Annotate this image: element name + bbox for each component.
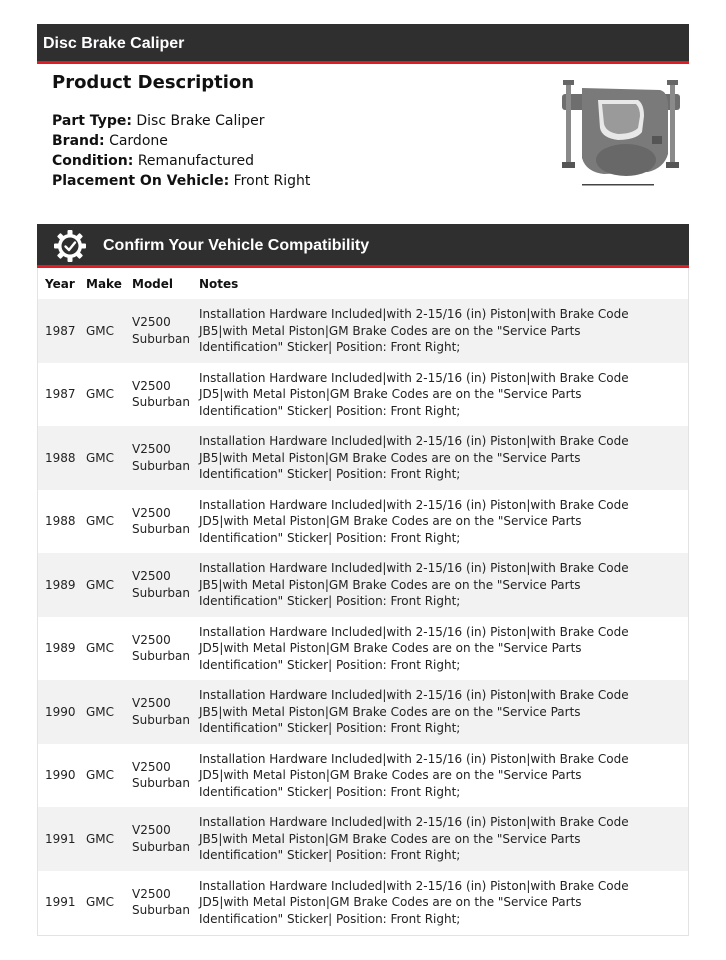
- cell-notes: Installation Hardware Included|with 2-15/16 (in) Piston|with Brake Code JD5|with Metal Piston|GM Brake Codes are on the "Service Parts Identification" Sticker| Position: Front Right;: [199, 751, 629, 799]
- cell-make: GMC: [86, 577, 115, 592]
- cell-model: V2500 Suburban: [132, 378, 190, 410]
- cell-year: 1988: [45, 514, 76, 528]
- description-heading: Product Description: [52, 72, 255, 93]
- cell-year: 1991: [45, 831, 76, 846]
- table-row: [38, 744, 688, 808]
- cell-year: 1990: [45, 704, 76, 719]
- cell-model: V2500 Suburban: [132, 886, 190, 918]
- cell-notes: Installation Hardware Included|with 2-15/16 (in) Piston|with Brake Code JD5|with Metal Piston|GM Brake Codes are on the "Service Parts Identification" Sticker| Position: Front Right;: [199, 878, 629, 926]
- spec-value: Disc Brake Caliper: [136, 113, 265, 129]
- cell-make: GMC: [86, 450, 115, 465]
- column-header-year: Year: [45, 276, 75, 291]
- page-title-bar: [37, 24, 689, 64]
- cell-make: GMC: [86, 704, 115, 719]
- cell-notes: Installation Hardware Included|with 2-15/16 (in) Piston|with Brake Code JD5|with Metal Piston|GM Brake Codes are on the "Service Parts Identification" Sticker| Position: Front Right;: [199, 497, 629, 545]
- cell-year: 1987: [45, 387, 76, 401]
- cell-make: GMC: [86, 323, 115, 338]
- column-header-model: Model: [132, 276, 174, 291]
- cell-model: V2500 Suburban: [132, 632, 190, 664]
- table-row: [38, 680, 688, 744]
- cell-model: V2500 Suburban: [132, 442, 190, 473]
- cell-make: GMC: [86, 831, 115, 846]
- table-row: [38, 871, 688, 935]
- cell-notes: Installation Hardware Included|with 2-15/16 (in) Piston|with Brake Code JB5|with Metal Piston|GM Brake Codes are on the "Service Parts Identification" Sticker| Position: Front Right;: [199, 307, 629, 354]
- cell-year: 1987: [45, 323, 76, 338]
- compatibility-table: [37, 268, 689, 936]
- cell-year: 1989: [45, 577, 76, 592]
- spec-label: Part Type:: [52, 113, 132, 129]
- spec-label: Condition:: [52, 153, 134, 169]
- spec-placement: [52, 171, 532, 191]
- spec-value: Remanufactured: [137, 153, 255, 169]
- brake-caliper-illustration: [552, 76, 684, 188]
- spec-label: Brand:: [52, 133, 105, 149]
- cell-make: GMC: [86, 895, 115, 909]
- table-row: [38, 299, 688, 363]
- cell-notes: Installation Hardware Included|with 2-15/16 (in) Piston|with Brake Code JD5|with Metal Piston|GM Brake Codes are on the "Service Parts Identification" Sticker| Position: Front Right;: [199, 370, 629, 418]
- table-header-row: [38, 268, 688, 299]
- table-row: [38, 363, 688, 427]
- page-title: Disc Brake Caliper: [43, 35, 185, 52]
- column-header-notes: Notes: [199, 276, 239, 291]
- cell-notes: Installation Hardware Included|with 2-15/16 (in) Piston|with Brake Code JB5|with Metal Piston|GM Brake Codes are on the "Service Parts Identification" Sticker| Position: Front Right;: [199, 688, 629, 735]
- cell-make: GMC: [86, 641, 115, 655]
- cell-model: V2500 Suburban: [132, 315, 190, 346]
- product-description: [52, 72, 532, 191]
- table-row: [38, 490, 688, 554]
- gear-check-icon: [53, 229, 87, 263]
- cell-year: 1989: [45, 641, 76, 655]
- cell-notes: Installation Hardware Included|with 2-15/16 (in) Piston|with Brake Code JB5|with Metal Piston|GM Brake Codes are on the "Service Parts Identification" Sticker| Position: Front Right;: [199, 434, 629, 481]
- cell-year: 1990: [45, 768, 76, 782]
- table-row: [38, 807, 688, 871]
- cell-model: V2500 Suburban: [132, 569, 190, 600]
- table-row: [38, 426, 688, 490]
- cell-year: 1991: [45, 895, 76, 909]
- cell-model: V2500 Suburban: [132, 759, 190, 791]
- spec-part-type: [52, 111, 532, 131]
- spec-condition: [52, 151, 532, 171]
- table-row: [38, 553, 688, 617]
- compatibility-header: [37, 224, 689, 268]
- cell-year: 1988: [45, 450, 76, 465]
- cell-model: V2500 Suburban: [132, 696, 190, 727]
- spec-value: Front Right: [233, 173, 311, 189]
- cell-model: V2500 Suburban: [132, 505, 190, 537]
- column-header-make: Make: [86, 276, 122, 291]
- cell-notes: Installation Hardware Included|with 2-15/16 (in) Piston|with Brake Code JB5|with Metal Piston|GM Brake Codes are on the "Service Parts Identification" Sticker| Position: Front Right;: [199, 561, 629, 608]
- cell-make: GMC: [86, 387, 115, 401]
- brake-caliper-photo: [552, 76, 684, 188]
- table-row: [38, 617, 688, 681]
- cell-model: V2500 Suburban: [132, 823, 190, 854]
- compatibility-title: Confirm Your Vehicle Compatibility: [103, 237, 370, 254]
- cell-notes: Installation Hardware Included|with 2-15/16 (in) Piston|with Brake Code JD5|with Metal Piston|GM Brake Codes are on the "Service Parts Identification" Sticker| Position: Front Right;: [199, 624, 629, 672]
- cell-notes: Installation Hardware Included|with 2-15/16 (in) Piston|with Brake Code JB5|with Metal Piston|GM Brake Codes are on the "Service Parts Identification" Sticker| Position: Front Right;: [199, 815, 629, 862]
- spec-value: Cardone: [109, 133, 168, 149]
- cell-make: GMC: [86, 768, 115, 782]
- cell-make: GMC: [86, 514, 115, 528]
- spec-label: Placement On Vehicle:: [52, 173, 230, 189]
- spec-brand: [52, 131, 532, 151]
